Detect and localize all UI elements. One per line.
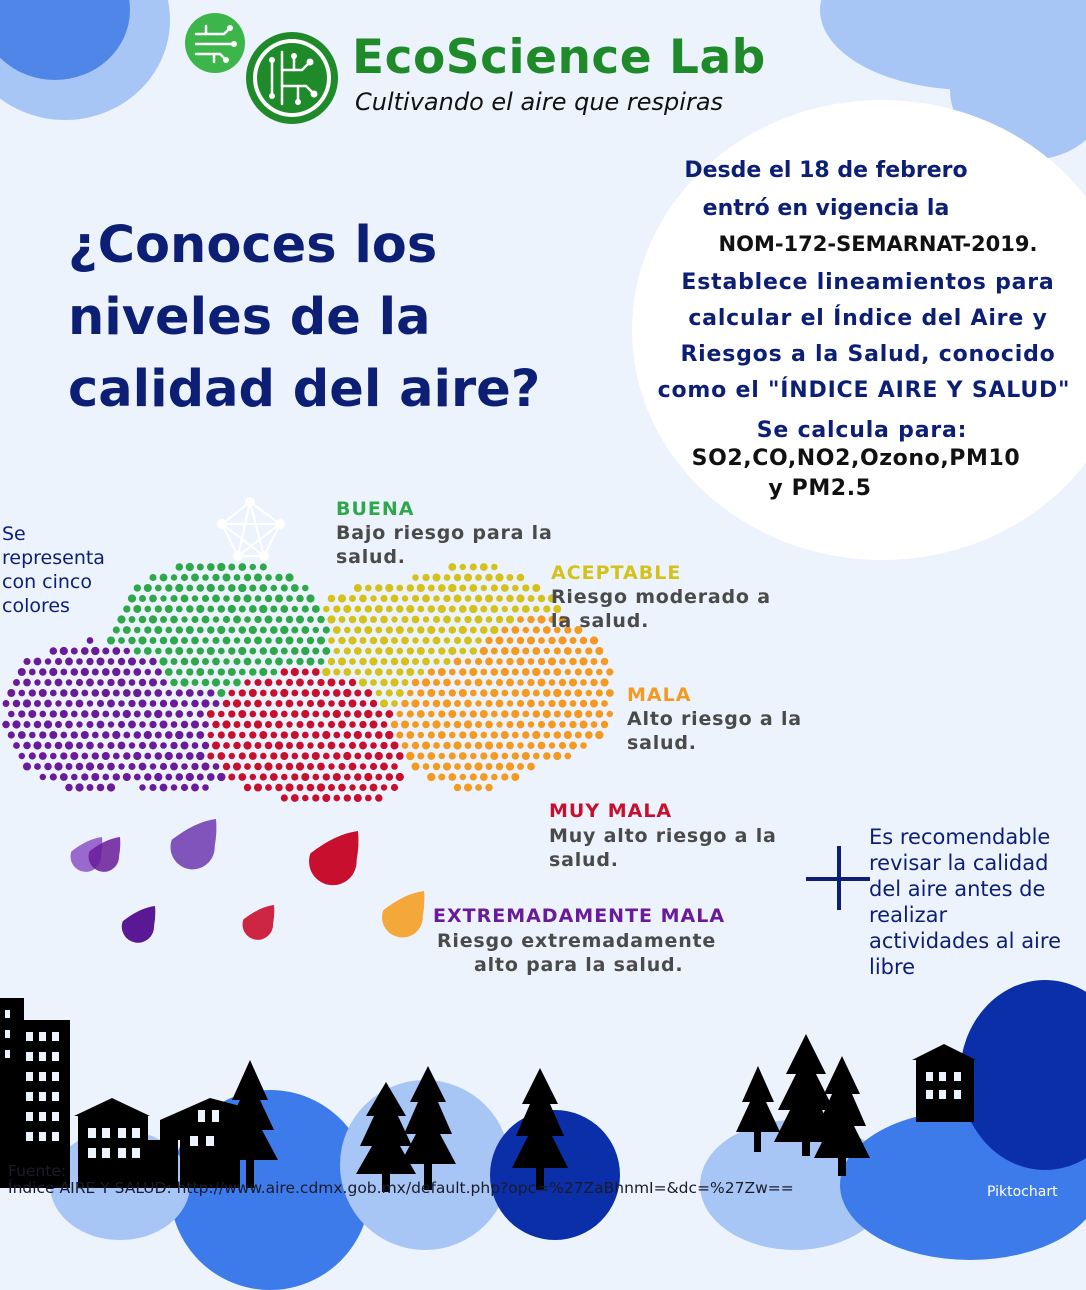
info-line: SO2,CO,NO2,Ozono,PM10 (691, 446, 1021, 471)
brand-title: EcoScience Lab (352, 30, 766, 85)
drop-icon (171, 819, 217, 869)
level-title-extremadamente-mala: EXTREMADAMENTE MALA (433, 905, 726, 927)
level-desc-mala: Alto riesgo a la (627, 708, 802, 730)
source-link[interactable]: Índice AIRE Y SALUD: http://www.aire.cdmx.gob.mx/default.php?opc=%27ZaBhnmI=&dc=%27Zw== (8, 1179, 794, 1197)
brand-tagline: Cultivando el aire que respiras (355, 88, 724, 116)
source-label: Fuente: (8, 1162, 67, 1180)
level-title-mala: MALA (627, 684, 692, 706)
level-desc-aceptable: la salud. (551, 610, 650, 632)
level-desc-mala: salud. (627, 732, 697, 754)
plus-icon (837, 846, 841, 910)
side-note-line: representa (2, 547, 105, 569)
info-line: y PM2.5 (768, 476, 872, 501)
piktochart-credit: Piktochart (987, 1184, 1058, 1200)
recommendation-line: realizar (869, 903, 948, 927)
level-desc-muy-mala: salud. (549, 849, 619, 871)
level-desc-extremadamente-mala: alto para la salud. (474, 954, 684, 976)
mini-circuit-logo-icon (184, 12, 246, 74)
info-line: entró en vigencia la (702, 196, 950, 221)
drop-icon (243, 905, 275, 940)
drop-icon (122, 906, 156, 943)
recommendation (869, 824, 1061, 980)
building-icon (0, 998, 70, 1188)
page-title-line: calidad del aire? (68, 360, 541, 419)
level-title-buena: BUENA (336, 498, 415, 520)
info-line: como el "ÍNDICE AIRE Y SALUD" (657, 378, 1071, 403)
recommendation-line: revisar la calidad (869, 851, 1049, 875)
level-desc-buena: Bajo riesgo para la (336, 522, 553, 544)
recommendation-line: Es recomendable (869, 825, 1051, 849)
info-line: calcular el Índice del Aire y (688, 306, 1048, 331)
recommendation-line: del aire antes de (869, 877, 1046, 901)
level-desc-extremadamente-mala: Riesgo extremadamente (437, 930, 717, 952)
house-icon (912, 1044, 976, 1122)
recommendation-line: libre (869, 955, 916, 979)
page-title (68, 210, 540, 426)
side-note-line: Se (2, 523, 26, 545)
info-line: Se calcula para: (756, 418, 968, 443)
recommendation-line: actividades al aire (869, 929, 1061, 953)
info-line: NOM-172-SEMARNAT-2019. (718, 232, 1038, 256)
circuit-leaf-logo-icon (244, 30, 340, 126)
level-desc-muy-mala: Muy alto riesgo a la (549, 825, 777, 847)
info-line: Riesgos a la Salud, conocido (680, 342, 1056, 367)
level-desc-buena: salud. (336, 546, 406, 568)
side-note-line: con cinco (2, 571, 92, 593)
level-title-aceptable: ACEPTABLE (551, 562, 682, 584)
level-desc-aceptable: Riesgo moderado a (551, 586, 771, 608)
rain-drops (60, 815, 440, 945)
side-note-line: colores (2, 595, 70, 617)
info-line: Desde el 18 de febrero (684, 158, 968, 183)
dotted-air-quality-cloud (0, 540, 640, 830)
page-title-line: niveles de la (68, 288, 431, 347)
level-title-muy-mala: MUY MALA (549, 800, 673, 822)
source-credit (8, 1163, 794, 1197)
info-line: Establece lineamientos para (681, 270, 1055, 295)
drop-icon (382, 891, 424, 937)
page-title-line: ¿Conoces los (68, 216, 438, 275)
drop-icon (309, 831, 358, 885)
